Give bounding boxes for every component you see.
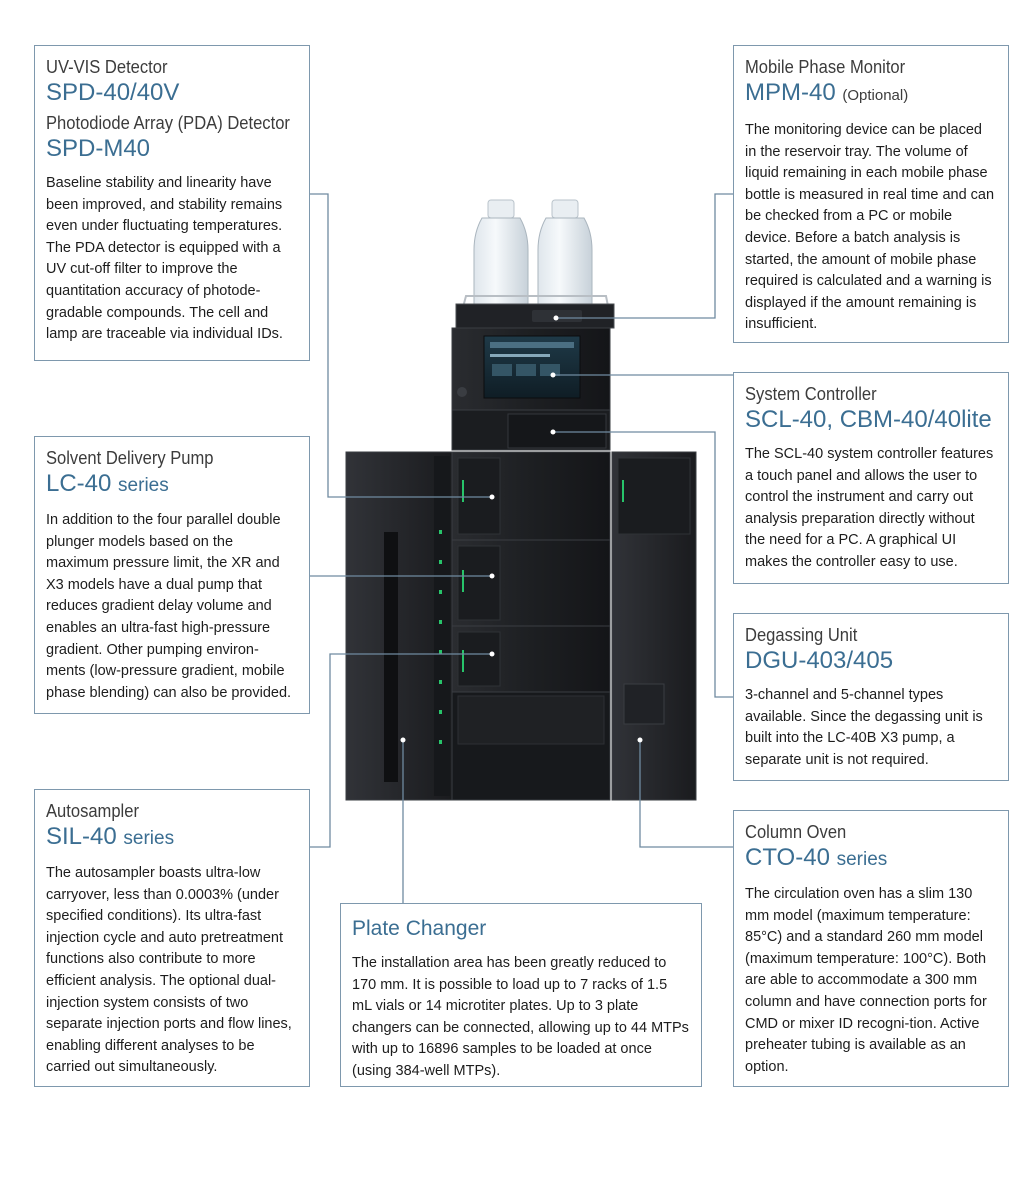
uv-vis-detector-box [34,45,310,361]
mobile-phase-monitor-box [733,45,1009,343]
model-suffix: series [118,475,169,496]
model-name: Plate Changer [352,917,487,940]
model-text: MPM-40 [745,79,836,106]
category-label: UV-VIS Detector [46,57,168,77]
model-name: DGU-403/405 [745,647,894,674]
model-name [745,843,997,875]
description: The SCL-40 system controller features a touch panel and allows the user to control the instrument and carry out analysis preparation directly without the need for a PC. A graphical UI makes the controller easy to use. [745,446,994,570]
bottle-right [538,200,592,318]
description: The monitoring device can be placed in the reservoir tray. The volume of liquid remaining in each mobile phase bottle is measured in real time and can be checked from a PC or mobile device. Before a batch analysis is started, the amount of mobile phase required is calculated and a warning is displayed if the amount remaining is insufficient. [745,122,995,333]
category-label: Solvent Delivery Pump [46,448,214,468]
category-label: System Controller [745,384,877,404]
model-suffix: series [123,828,175,849]
autosampler-box [34,789,310,1087]
model-name [745,78,997,111]
description: The circulation oven has a slim 130 mm model (maximum temperature: 85°C) and a standard 260 mm model (maximum temperature: 100°C). Both are able to accommodate a 300 mm column and have connection ports for CMD or mixer ID recogni-tion. Active preheater tubing is available as an option. [745,886,987,1075]
model-text: CTO-40 [745,844,830,871]
description: In addition to the four parallel double plunger models based on the maximum pressure limit, the XR and X3 models have a dual pump that reduces gradient delay volume and enables an ultra-fast high-pressure gradient. Other pumping environ-ments (low-pressure gradient, mobile phase blending) can also be provided. [46,512,292,701]
column-oven-box [733,810,1009,1087]
description: Baseline stability and linearity have been improved, and stability remains even under fluctuating temperatures. The PDA detector is equipped with a UV cut-off filter to improve the quantitation accuracy of photode-gradable compounds. The cell and lamp are traceable via individual IDs. [46,175,283,343]
model-name-2: SPD-M40 [46,135,151,162]
description: 3-channel and 5-channel types available. Since the degassing unit is built into the LC-40B X3 pump, a separate unit is not required. [745,687,983,768]
model-suffix: series [836,849,888,870]
category-label: Column Oven [745,822,847,842]
system-controller-box [733,372,1009,584]
category-label-2: Photodiode Array (PDA) Detector [46,113,290,133]
model-name: SPD-40/40V [46,79,180,106]
category-label: Autosampler [46,801,139,821]
description: The installation area has been greatly reduced to 170 mm. It is possible to load up to 7 racks of 1.5 mL vials or 14 microtiter plates. Up to 3 plate changers can be connected, allowing up to 44 MTPs with up to 16896 samples to be loaded at once (using 384-well MTPs). [352,955,689,1079]
model-note: (Optional) [842,87,909,104]
degassing-unit-box [733,613,1009,781]
model-name: SCL-40, CBM-40/40lite [745,406,992,433]
description: The autosampler boasts ultra-low carryover, less than 0.0003% (under specified conditions). Its ultra-fast injection cycle and auto pretreatment functions also contribute to more efficient analysis. The optional dual-injection system consists of two separate injection ports and flow lines, enabling different analyses to be carried out simultaneously. [46,865,292,1076]
model-name [46,469,298,501]
category-label: Degassing Unit [745,625,858,645]
model-text: LC-40 [46,470,112,497]
model-text: SIL-40 [46,823,117,850]
category-label: Mobile Phase Monitor [745,57,906,77]
model-name [46,822,298,854]
bottle-left [474,200,528,318]
solvent-delivery-pump-box [34,436,310,714]
plate-changer-box [340,903,702,1087]
